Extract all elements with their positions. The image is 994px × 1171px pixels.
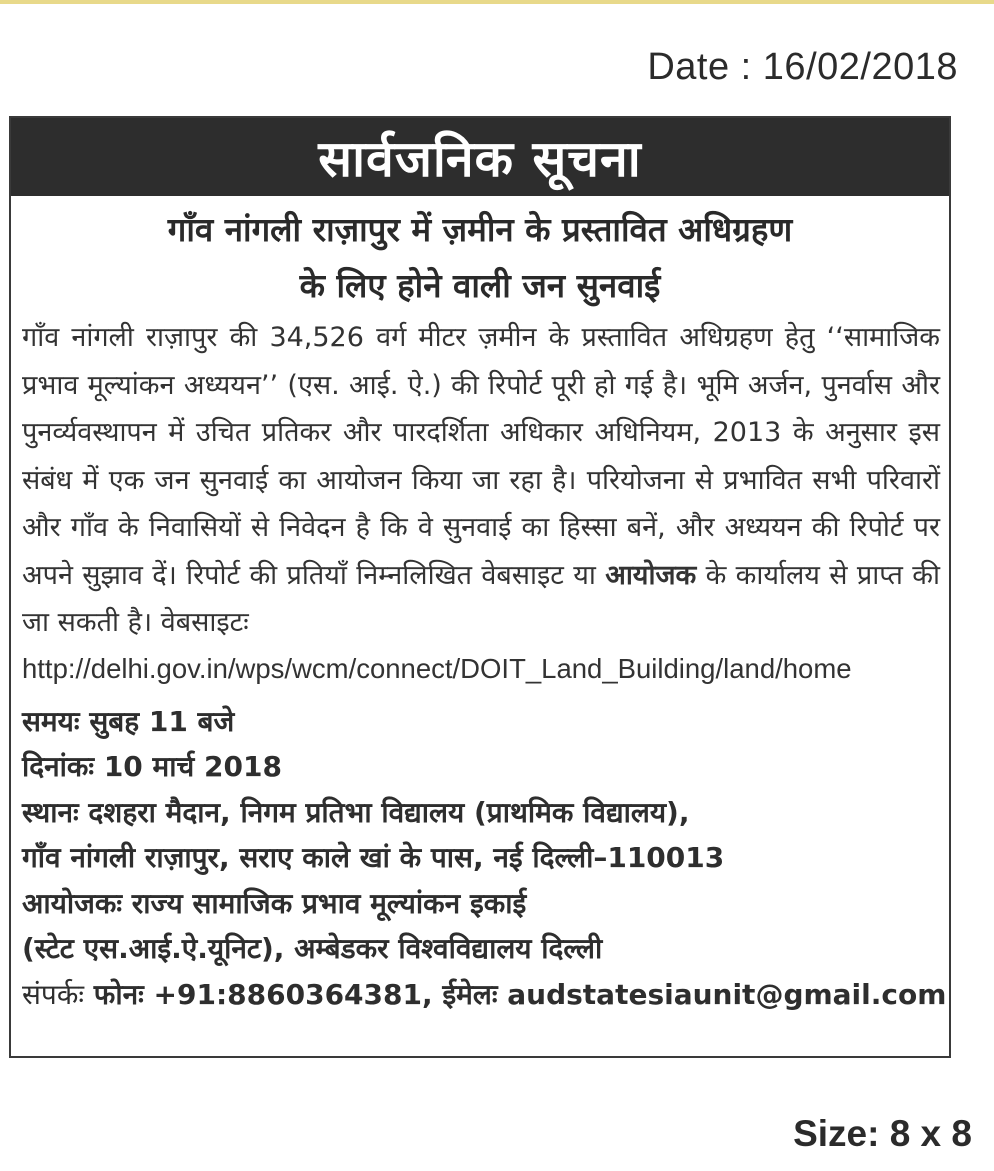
notice-banner-title: सार्वजनिक सूचना: [11, 118, 949, 196]
hearing-venue-line-1: स्थानः दशहरा मैदान, निगम प्रतिभा विद्यालय (प्राथमिक विद्यालय),: [22, 795, 690, 829]
contact-prefix: संपर्कः: [22, 977, 84, 1011]
headline-line-2: के लिए होने वाली जन सुनवाई: [299, 266, 661, 305]
hearing-venue-line-2: गाँव नांगली राज़ापुर, सराए काले खां के पास, नई दिल्ली–110013: [22, 841, 725, 874]
ad-size-label: Size: 8 x 8: [793, 1113, 972, 1154]
contact-details: फोनः +91:8860364381, ईमेलः audstatesiaunit@gmail.com: [93, 977, 947, 1011]
date-line: Date : 16/02/2018: [647, 46, 958, 88]
hearing-time: समयः सुबह 11 बजे: [22, 704, 235, 738]
hearing-details: [11, 699, 949, 1018]
organizer-line-2: (स्टेट एस.आई.ऐ.यूनिट), अम्बेडकर विश्वविद्यालय दिल्ली: [22, 932, 603, 965]
body-bold-word: आयोजक: [605, 559, 697, 591]
top-color-strip: [0, 0, 994, 4]
notice-body-paragraph: [11, 314, 949, 647]
headline-line-1: गाँव नांगली राज़ापुर में ज़मीन के प्रस्तावित अधिग्रहण: [167, 210, 793, 249]
body-text-part-2: के कार्यालय से प्राप्त की जा सकती है। वेबसाइटः: [22, 559, 940, 638]
website-url: http://delhi.gov.in/wps/wcm/connect/DOIT_Land_Building/land/home: [22, 652, 852, 684]
organizer-line-1: आयोजकः राज्य सामाजिक प्रभाव मूल्यांकन इकाई: [22, 886, 527, 920]
hearing-date: दिनांकः 10 मार्च 2018: [22, 750, 282, 783]
contact-line: [22, 972, 947, 1018]
body-text-part-1: गाँव नांगली राज़ापुर की 34,526 वर्ग मीटर ज़मीन के प्रस्तावित अधिग्रहण हेतु ‘‘सामाजिक प्रभाव मूल्यांकन अध्ययन’’ (एस. आई. ऐ.) की रिपोर्ट पूरी हो गई है। भूमि अर्जन, पुनर्वास और पुनर्व्यवस्थापन में उचित प्रतिकर और पारदर्शिता अधिकार अधिनियम, 2013 के अनुसार इस संबंध में एक जन सुनवाई का आयोजन किया जा रहा है। परियोजना से प्रभावित सभी परिवारों और गाँव के निवासियों से निवेदन है कि वे सुनवाई का हिस्सा बनें, और अध्ययन की रिपोर्ट पर अपने सुझाव दें। रिपोर्ट की प्रतियाँ निम्नलिखित वेबसाइट या: [22, 322, 940, 591]
public-notice-box: [9, 116, 951, 1058]
notice-headline: [11, 202, 949, 314]
